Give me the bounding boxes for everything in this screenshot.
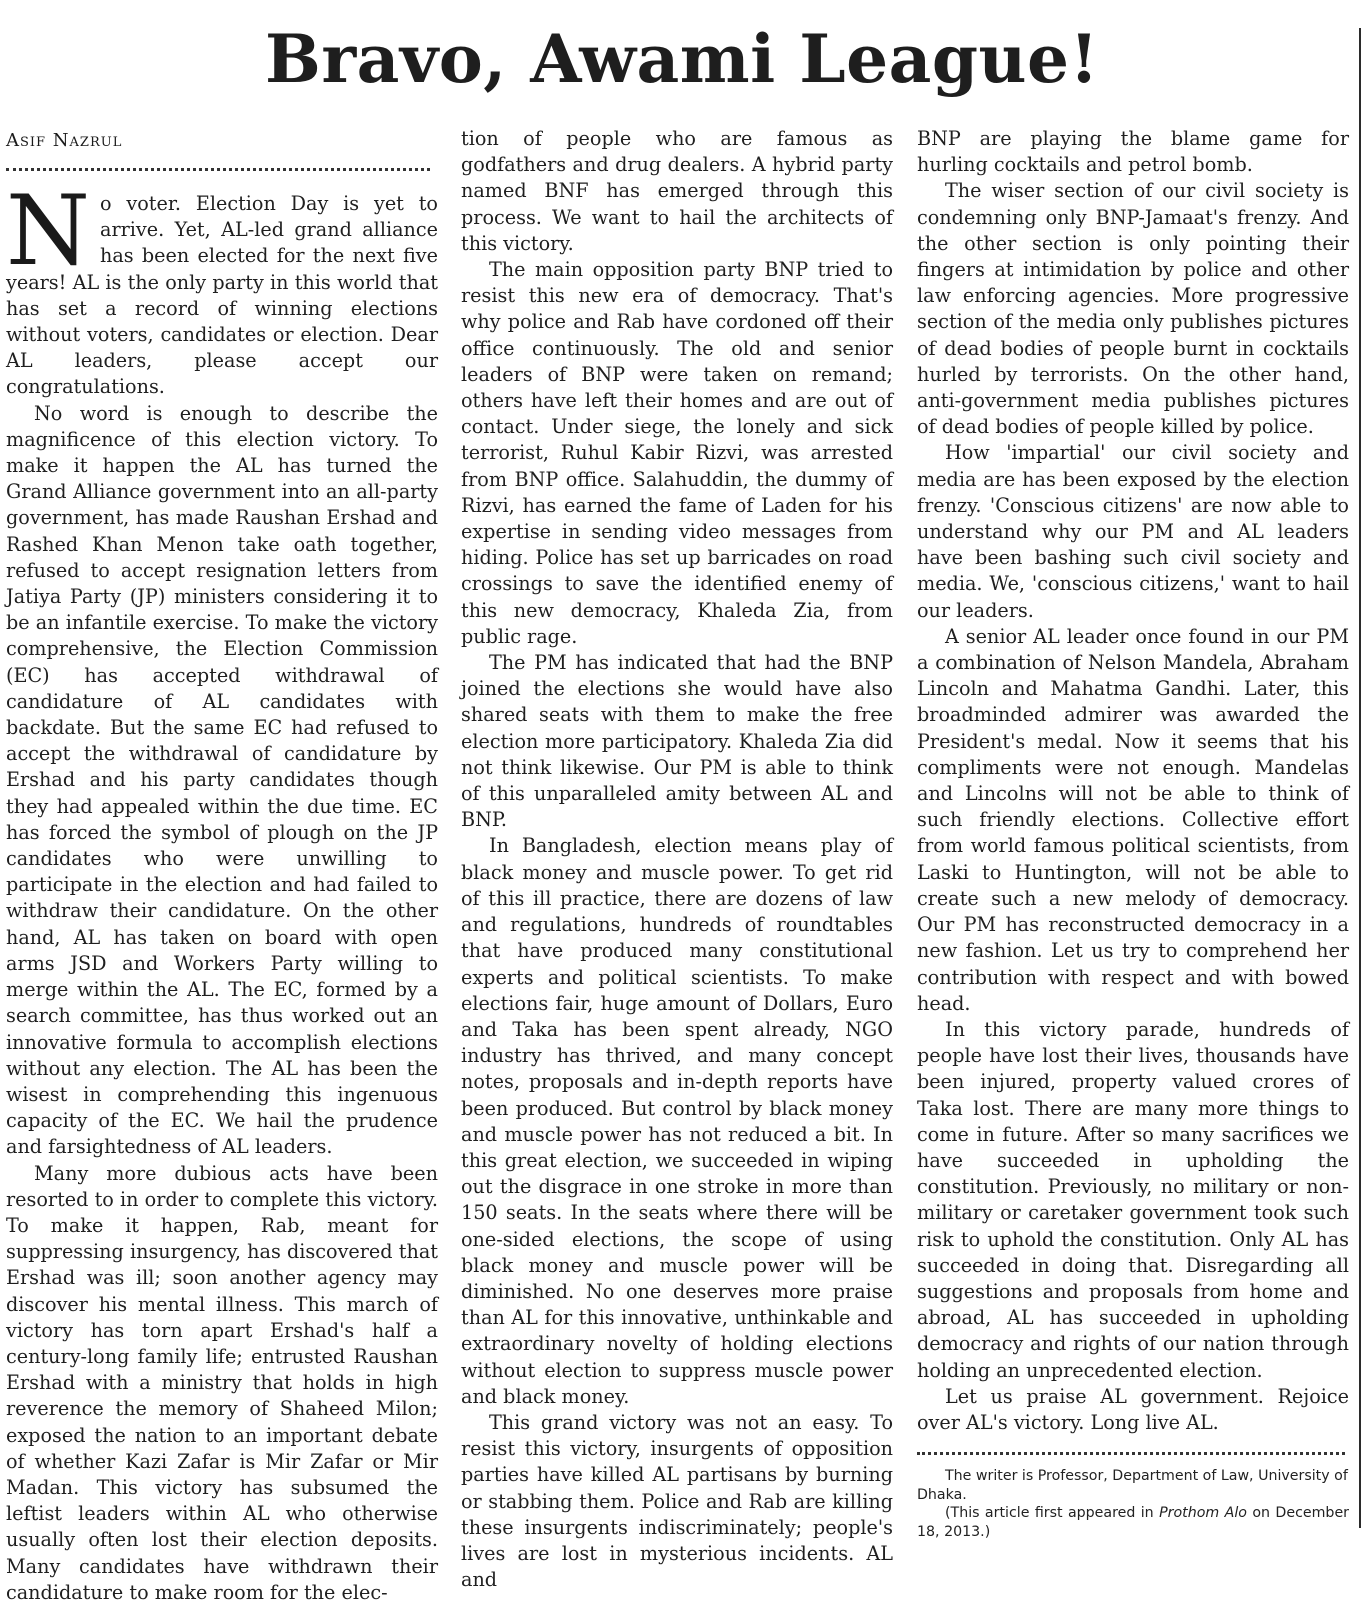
- publication-name: Prothom Alo: [1159, 1505, 1247, 1522]
- footnote-divider: [917, 1452, 1345, 1455]
- column-2: [461, 126, 893, 1593]
- paragraph: In this victory parade, hundreds of people have lost their lives, thousands have been injured, property valued crores of Taka lost. There are many more things to come in future. After so many sacrifices we have succeeded in upholding the constitution. Previously, no military or non-military or caretaker government took such risk to uphold the constitution. Only AL has succeeded in doing that. Disregarding all suggestions and proposals from home and abroad, AL has succeeded in upholding democracy and rights of our nation through holding an unprecedented election.: [917, 1017, 1349, 1382]
- publication-note-suffix: on December 18, 2013.): [917, 1505, 1349, 1540]
- paragraph: This grand victory was not an easy. To resist this victory, insurgents of opposition parties have killed AL partisans by burning or stabbing them. Police and Rab are killing these insurgents indiscriminately; people's lives are lost in mysterious incidents. AL and: [461, 1410, 893, 1592]
- column-1: [6, 126, 438, 1606]
- paragraph: tion of people who are famous as godfathers and drug dealers. A hybrid party named BNF has emerged through this process. We want to hail the architects of this victory.: [461, 127, 893, 255]
- byline-divider: [6, 168, 430, 171]
- column-rule: [1359, 28, 1361, 1528]
- publication-note-prefix: (This article first appeared in: [945, 1505, 1160, 1522]
- paragraph: A senior AL leader once found in our PM a combination of Nelson Mandela, Abraham Lincoln and Mahatma Gandhi. Later, this broadminded admirer was awarded the President's medal. Now it seems that his compliments were not enough. Mandelas and Lincolns will not be able to think of such friendly elections. Collective effort from world famous political scientists, from Laski to Huntington, will not be able to create such a new melody of democracy. Our PM has reconstructed democracy in a new fashion. Let us try to comprehend her contribution with respect and with bowed head.: [917, 624, 1349, 1015]
- paragraph: The PM has indicated that had the BNP joined the elections she would have also shared seats with them to make the free election more participatory. Khaleda Zia did not think likewise. Our PM is able to think of this unparalleled amity between AL and BNP.: [461, 651, 893, 832]
- publication-note: [917, 1504, 1349, 1541]
- byline: Asif Nazrul: [6, 130, 123, 151]
- paragraph: How 'impartial' our civil society and media are has been exposed by the election frenzy. 'Conscious citizens' are now able to understand why our PM and AL leaders have been bashing such civil society and media. We, 'conscious citizens,' want to hail our leaders.: [917, 441, 1349, 622]
- paragraph: In Bangladesh, election means play of black money and muscle power. To get rid of this ill practice, there are dozens of law and regulations, hundreds of roundtables that have produced many constitutional experts and political scientists. To make elections fair, huge amount of Dollars, Euro and Taka has been spent already, NGO industry has thrived, and many concept notes, proposals and in-depth reports have been produced. But control by black money and muscle power has not reduced a bit. In this great election, we succeeded in wiping out the disgrace in one stroke in more than 150 seats. In the seats where there will be one-sided elections, the scope of using black money and muscle power will be diminished. No one deserves more praise than AL for this innovative, unthinkable and extraordinary novelty of holding elections without election to suppress muscle power and black money.: [461, 834, 893, 1408]
- headline: Bravo, Awami League!: [265, 20, 1099, 98]
- paragraph: Many more dubious acts have been resorted to in order to complete this victory. To make it happen, Rab, meant for suppressing insurgency, has discovered that Ershad was ill; soon another agency may discover his mental illness. This march of victory has torn apart Ershad's half a century-long family life; entrusted Raushan Ershad with a ministry that holds in high reverence the memory of Shaheed Milon; exposed the nation to an important debate of whether Kazi Zafar is Mir Zafar or Mir Madan. This victory has subsumed the leftist leaders within AL who otherwise usually often lost their election deposits. Many candidates have withdrawn their candidature to make room for the elec-: [6, 1161, 438, 1604]
- column-3: [917, 126, 1349, 1541]
- writer-note: The writer is Professor, Department of Law, University of Dhaka.: [917, 1468, 1348, 1503]
- paragraph: The main opposition party BNP tried to resist this new era of democracy. That's why police and Rab have cordoned off their office continuously. The old and senior leaders of BNP were taken on remand; others have left their homes and are out of contact. Under siege, the lonely and sick terrorist, Ruhul Kabir Rizvi, was arrested from BNP office. Salahuddin, the dummy of Rizvi, has earned the fame of Laden for his expertise in sending video messages from hiding. Police has set up barricades on road crossings to save the identified enemy of this new democracy, Khaleda Zia, from public rage.: [461, 258, 893, 648]
- paragraph: No word is enough to describe the magnificence of this election victory. To make it happen the AL has turned the Grand Alliance government into an all-party government, has made Raushan Ershad and Rashed Khan Menon take oath together, refused to accept resignation letters from Jatiya Party (JP) ministers considering it to be an infantile exercise. To make the victory comprehensive, the Election Commission (EC) has accepted withdrawal of candidature of AL candidates with backdate. But the same EC had refused to accept the withdrawal of candidature by Ershad and his party candidates though they had appealed within the due time. EC has forced the symbol of plough on the JP candidates who were unwilling to participate in the election and had failed to withdraw their candidature. On the other hand, AL has taken on board with open arms JSD and Workers Party willing to merge within the AL. The EC, formed by a search committee, has thus worked out an innovative formula to accomplish elections without any election. The AL has been the wisest in comprehending this ingenuous capacity of the EC. We hail the prudence and farsightedness of AL leaders.: [6, 401, 438, 1159]
- paragraph: BNP are playing the blame game for hurling cocktails and petrol bomb.: [917, 127, 1349, 177]
- lead-paragraph: No voter. Election Day is yet to arrive. Yet, AL-led grand alliance has been elected for the next five years! AL is the only party in this world that has set a record of winning elections without voters, candidates or election. Dear AL leaders, please accept our congratulations.: [6, 175, 438, 399]
- paragraph: Let us praise AL government. Rejoice over AL's victory. Long live AL.: [917, 1384, 1349, 1434]
- paragraph: The wiser section of our civil society is condemning only BNP-Jamaat's frenzy. And the other section is only pointing their fingers at intimidation by police and other law enforcing agencies. More progressive section of the media only publishes pictures of dead bodies of people burnt in cocktails hurled by terrorists. On the other hand, anti-government media publishes pictures of dead bodies of people killed by police.: [917, 179, 1349, 439]
